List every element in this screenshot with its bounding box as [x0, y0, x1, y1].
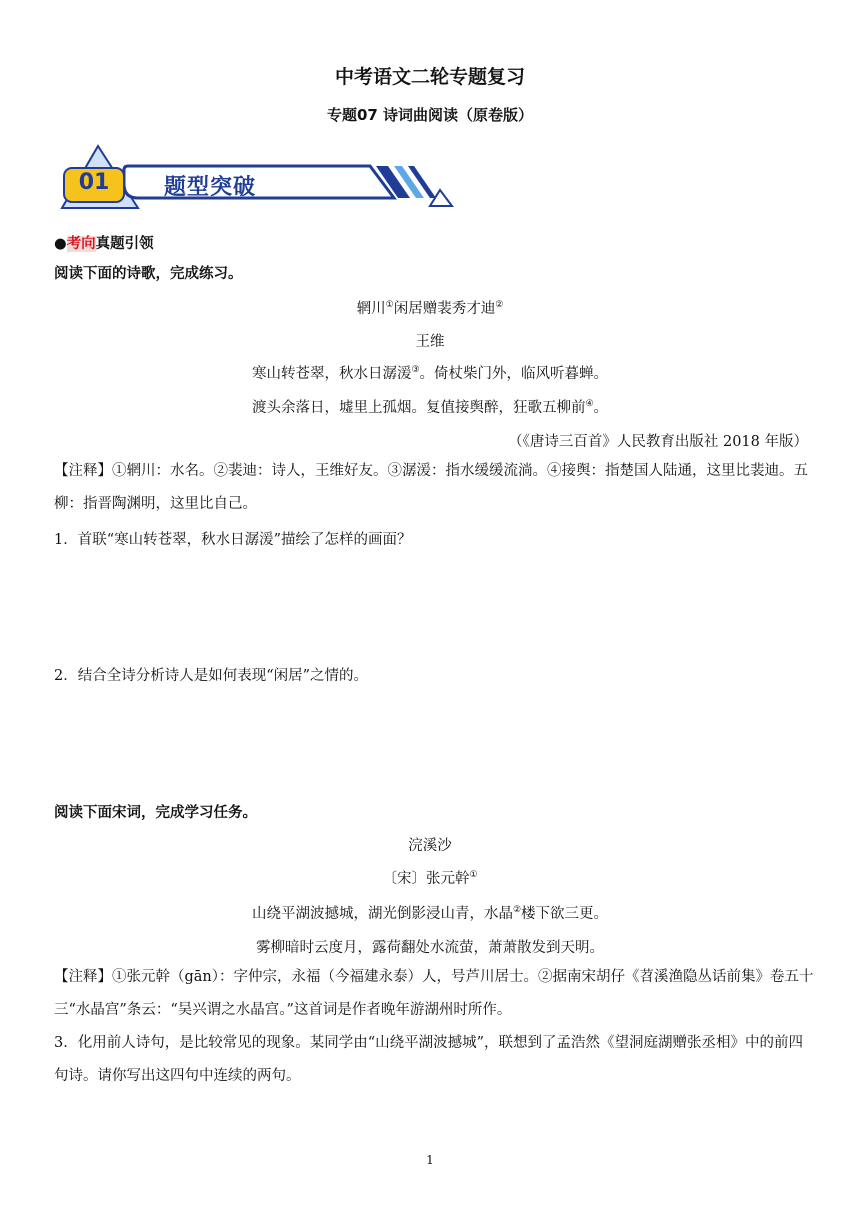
page-subtitle: 专题07 诗词曲阅读（原卷版） — [326, 106, 534, 124]
section-heading — [54, 232, 154, 253]
poem1-line1-b: 。倚杖柴门外，临风听暮蝉。 — [419, 366, 609, 382]
poem2-line1 — [0, 902, 860, 923]
part2-instruction: 阅读下面宋词，完成学习任务。 — [54, 805, 257, 821]
poem2-author-sup: ① — [469, 870, 478, 881]
bullet: ● — [54, 236, 67, 252]
question-1: 1．首联“寒山转苍翠，秋水日潺湲”描绘了怎样的画面？ — [54, 532, 412, 548]
poem2-title: 浣溪沙 — [408, 838, 452, 854]
poem1-title-a: 辋川 — [356, 301, 386, 317]
poem2-line1-a: 山绕平湖波撼城，湖光倒影浸山青，水晶 — [251, 906, 513, 922]
banner-label: 题型突破 — [164, 175, 257, 200]
poem1-title — [0, 297, 860, 318]
poem1-author: 王维 — [415, 334, 445, 350]
poem2-line1-sup: ② — [512, 905, 522, 916]
poem1-line2-sup: ④ — [585, 399, 594, 410]
page-number: 1 — [426, 1153, 434, 1167]
poem2-author — [0, 867, 860, 888]
section-highlight: 考向 — [66, 236, 96, 252]
poem1-line2-a: 渡头余落日，墟里上孤烟。复值接舆醉，狂歌五柳前 — [251, 400, 586, 416]
poem1-source: （《唐诗三百首》人民教育出版社 2018 年版） — [508, 434, 808, 450]
poem2-line2: 雾柳暗时云度月，露荷翻处水流萤，萧萧散发到天明。 — [256, 940, 604, 956]
section-heading-rest: 真题引领 — [95, 236, 154, 252]
question-2: 2．结合全诗分析诗人是如何表现“闲居”之情的。 — [54, 668, 369, 684]
page-title: 中考语文二轮专题复习 — [334, 66, 525, 88]
poem2-line1-b: 楼下欲三更。 — [521, 906, 609, 922]
banner-number: 01 — [78, 170, 110, 195]
question-3: 3．化用前人诗句，是比较常见的现象。某同学由“山绕平湖波撼城”，联想到了孟浩然《望洞庭湖赠张丞相》中的前四句诗。请你写出这四句中连续的两句。 — [54, 1035, 804, 1084]
poem1-title-b: 闲居赠裴秀才迪 — [393, 301, 496, 317]
poem1-title-sup2: ② — [495, 300, 504, 311]
poem1-line2 — [0, 396, 860, 417]
poem1-notes: 【注释】①辋川：水名。②裴迪：诗人，王维好友。③潺湲：指水缓缓流淌。④接舆：指楚国人陆通，这里比裴迪。五柳：指晋陶渊明，这里比自己。 — [54, 463, 808, 512]
poem2-notes: 【注释】①张元幹（gān）：字仲宗，永福（今福建永泰）人，号芦川居士。②据南宋胡仔《苕溪渔隐丛话前集》卷五十三“水晶宫”条云：“吴兴谓之水晶宫。”这首词是作者晚年游湖州时所作。 — [54, 969, 814, 1018]
poem1-line1 — [0, 362, 860, 383]
poem1-line1-sup: ③ — [411, 365, 420, 376]
part1-instruction: 阅读下面的诗歌，完成练习。 — [54, 266, 243, 282]
section-banner — [58, 140, 462, 212]
poem1-line2-b: 。 — [593, 400, 609, 416]
poem1-title-sup1: ① — [385, 300, 394, 311]
poem1-line1-a: 寒山转苍翠，秋水日潺湲 — [251, 366, 412, 382]
poem2-author-a: 〔宋〕张元幹 — [382, 871, 470, 887]
